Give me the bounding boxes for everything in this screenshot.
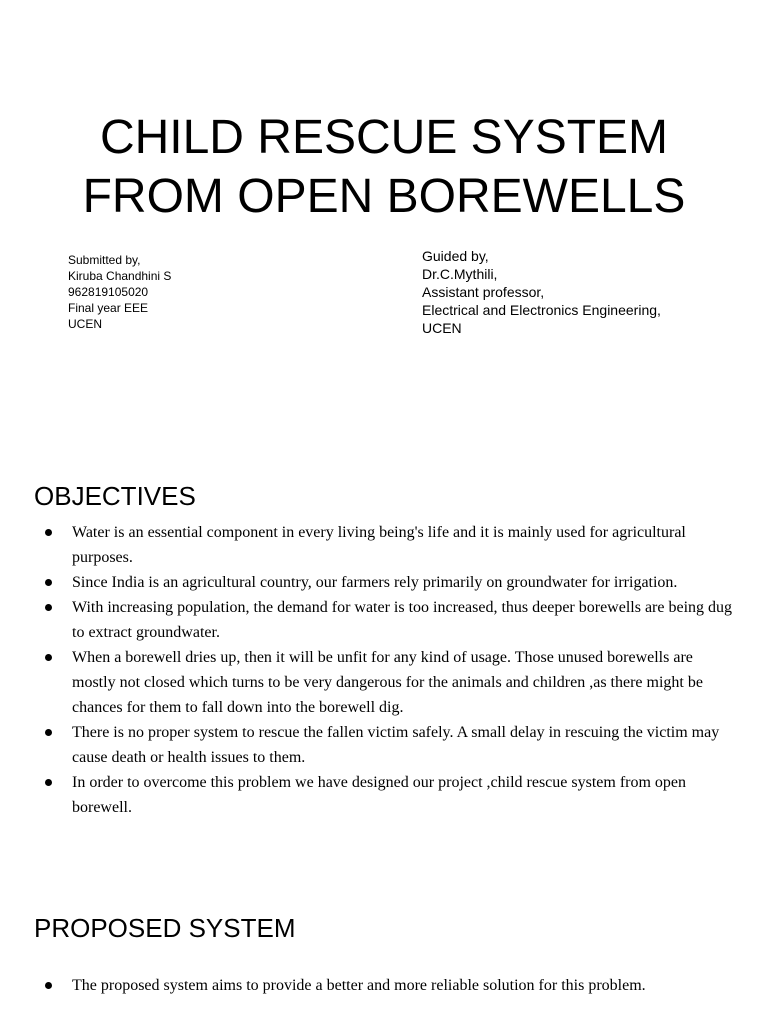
guide-college: UCEN — [422, 320, 462, 336]
student-year: Final year EEE — [68, 301, 149, 315]
student-name: Kiruba Chandhini S — [68, 269, 172, 283]
guided-by-block — [422, 247, 661, 337]
bullet-icon — [45, 529, 52, 536]
guide-name: Dr.C.Mythili, — [422, 266, 498, 282]
objectives-list — [72, 520, 738, 820]
register-number: 962819105020 — [68, 285, 149, 299]
list-item: When a borewell dries up, then it will be unfit for any kind of usage. Those unused borewells are mostly not closed which turns to be very dangerous for the animals and children ,as there might be chances for them to fall down into the borewell dig. — [72, 645, 738, 720]
list-item: In order to overcome this problem we have designed our project ,child rescue system from open borewell. — [72, 770, 738, 820]
proposed-system-heading: PROPOSED SYSTEM — [34, 913, 296, 943]
objectives-heading: OBJECTIVES — [34, 481, 196, 511]
document-title — [0, 108, 768, 226]
list-item: Water is an essential component in every living being's life and it is mainly used for agricultural purposes. — [72, 520, 738, 570]
student-college: UCEN — [68, 317, 103, 331]
bullet-icon — [45, 779, 52, 786]
submitted-by-block — [68, 252, 171, 332]
guide-department: Electrical and Electronics Engineering, — [422, 302, 661, 318]
proposed-system-list — [72, 973, 738, 998]
guided-label: Guided by, — [422, 248, 489, 264]
bullet-icon — [45, 579, 52, 586]
bullet-icon — [45, 729, 52, 736]
title-line-2: FROM OPEN BOREWELLS — [82, 170, 686, 223]
list-item: There is no proper system to rescue the fallen victim safely. A small delay in rescuing the victim may cause death or health issues to them. — [72, 720, 738, 770]
bullet-icon — [45, 982, 52, 989]
bullet-icon — [45, 604, 52, 611]
guide-designation: Assistant professor, — [422, 284, 545, 300]
title-line-1: CHILD RESCUE SYSTEM — [99, 111, 669, 164]
bullet-icon — [45, 654, 52, 661]
list-item: With increasing population, the demand for water is too increased, thus deeper borewells are being dug to extract groundwater. — [72, 595, 738, 645]
list-item: Since India is an agricultural country, our farmers rely primarily on groundwater for irrigation. — [72, 570, 738, 595]
list-item: The proposed system aims to provide a better and more reliable solution for this problem. — [72, 973, 738, 998]
submitted-label: Submitted by, — [68, 253, 141, 267]
